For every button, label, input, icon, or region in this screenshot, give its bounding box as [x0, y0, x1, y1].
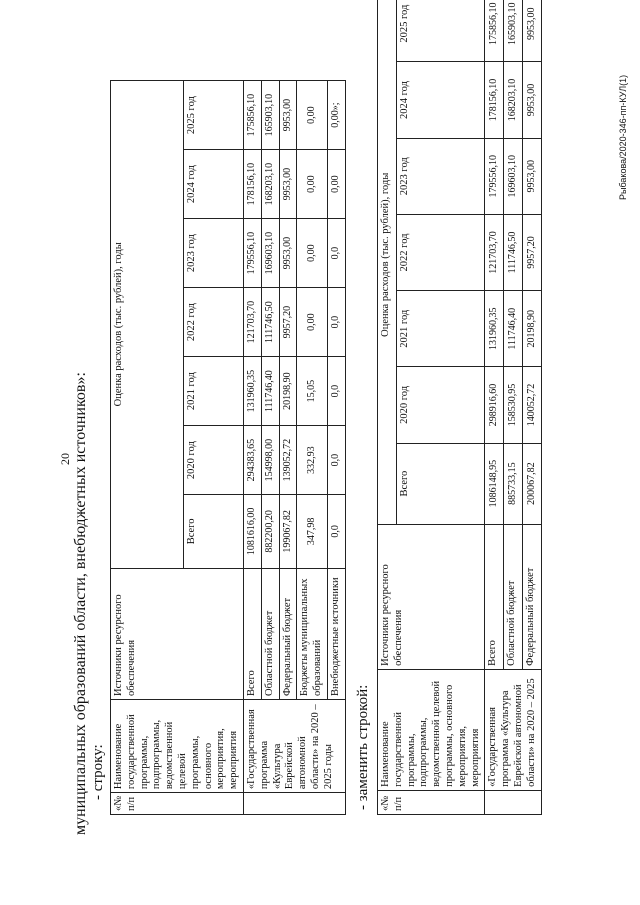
value-cell: 9957,20 — [279, 288, 297, 357]
value-cell: 168203,10 — [261, 150, 279, 219]
value-cell: 121703,70 — [243, 288, 261, 357]
header-total: Всего — [397, 443, 485, 524]
header-year: 2022 год — [183, 288, 243, 357]
value-cell: 15,05 — [297, 357, 328, 426]
value-cell: 0,0 — [327, 495, 345, 568]
value-cell: 175856,10 — [485, 0, 504, 62]
value-cell: 200067,82 — [522, 443, 541, 524]
table-header-row — [111, 81, 184, 815]
value-cell: 131960,35 — [485, 291, 504, 367]
value-cell: 9953,00 — [279, 150, 297, 219]
section-heading: муниципальных образований области, внебюджетных источников»: — [72, 372, 89, 835]
table-header-row — [378, 0, 397, 815]
value-cell: 175856,10 — [243, 81, 261, 150]
header-name: Наименование государственной программы, подпрограммы, ведомственной целевой программы, основного мероприятия, мероприятия — [378, 669, 485, 790]
value-cell: 1081616,00 — [243, 495, 261, 568]
value-cell: 20198,90 — [522, 291, 541, 367]
value-cell: 347,98 — [297, 495, 328, 568]
header-source: Источники ресурсного обеспечения — [378, 524, 485, 669]
page-number: 20 — [58, 453, 72, 465]
budget-table-replacement — [377, 0, 542, 815]
header-year: 2024 год — [183, 150, 243, 219]
value-cell: 9953,00 — [522, 0, 541, 62]
value-cell: 9953,00 — [522, 62, 541, 138]
value-cell: 9957,20 — [522, 214, 541, 290]
header-year: 2023 год — [397, 138, 485, 214]
value-cell: 885733,15 — [504, 443, 523, 524]
source-cell: Федеральный бюджет — [279, 568, 297, 699]
source-cell: Всего — [243, 568, 261, 699]
value-cell: 139052,72 — [279, 426, 297, 495]
header-num: «№ п/п — [378, 790, 485, 814]
header-estimate: Оценка расходов (тыс. рублей), годы — [378, 0, 397, 524]
value-cell: 165903,10 — [504, 0, 523, 62]
table-row — [485, 0, 504, 815]
row-number-cell — [243, 793, 345, 815]
source-cell: Федеральный бюджет — [522, 524, 541, 669]
program-name-cell: «Государственная программа «Культура Еврейской автономной области» на 2020 – 2025 — [485, 669, 541, 790]
value-cell: 165903,10 — [261, 81, 279, 150]
value-cell: 111746,50 — [504, 214, 523, 290]
header-name: Наименование государственной программы, подпрограммы, ведомственной целевой программы, основного мероприятия, мероприятия — [111, 699, 244, 792]
header-source: Источники ресурсного обеспечения — [111, 568, 244, 699]
value-cell: 0,00 — [297, 150, 328, 219]
value-cell: 0,0 — [327, 288, 345, 357]
table-row — [243, 81, 261, 815]
header-year: 2020 год — [183, 426, 243, 495]
value-cell: 9953,00 — [279, 219, 297, 288]
value-cell: 294383,65 — [243, 426, 261, 495]
label-replace: - заменить строкой: — [355, 684, 371, 810]
value-cell: 131960,35 — [243, 357, 261, 426]
value-cell: 158530,95 — [504, 367, 523, 443]
header-total: Всего — [183, 495, 243, 568]
value-cell: 882200,20 — [261, 495, 279, 568]
value-cell: 1086148,95 — [485, 443, 504, 524]
header-estimate: Оценка расходов (тыс. рублей), годы — [111, 81, 184, 569]
value-cell: 178156,10 — [485, 62, 504, 138]
value-cell: 154998,00 — [261, 426, 279, 495]
header-year: 2024 год — [397, 62, 485, 138]
value-cell: 169603,10 — [504, 138, 523, 214]
value-cell: 0,0 — [327, 357, 345, 426]
value-cell: 111746,40 — [261, 357, 279, 426]
value-cell: 0,00 — [327, 150, 345, 219]
label-row: - строку: — [90, 744, 106, 800]
value-cell: 0,00 — [297, 219, 328, 288]
source-cell: Внебюджетные источники — [327, 568, 345, 699]
value-cell: 0,0 — [327, 219, 345, 288]
value-cell: 0,0 — [327, 426, 345, 495]
budget-table-current — [110, 80, 346, 815]
value-cell: 298916,60 — [485, 367, 504, 443]
footer-code: Рыбакова/2020-346-пп-КУЛ(1) — [618, 74, 628, 200]
value-cell: 0,00 — [297, 81, 328, 150]
value-cell: 9953,00 — [279, 81, 297, 150]
value-cell: 121703,70 — [485, 214, 504, 290]
header-year: 2021 год — [397, 291, 485, 367]
source-cell: Всего — [485, 524, 504, 669]
value-cell: 168203,10 — [504, 62, 523, 138]
value-cell: 169603,10 — [261, 219, 279, 288]
header-year: 2025 год — [183, 81, 243, 150]
value-cell: 179556,10 — [243, 219, 261, 288]
source-cell: Областной бюджет — [261, 568, 279, 699]
header-year: 2025 год — [397, 0, 485, 62]
header-year: 2020 год — [397, 367, 485, 443]
value-cell: 0,00 — [297, 288, 328, 357]
value-cell: 140052,72 — [522, 367, 541, 443]
value-cell: 111746,50 — [261, 288, 279, 357]
header-num: «№ п/п — [111, 793, 244, 815]
value-cell: 9953,00 — [522, 138, 541, 214]
value-cell: 20198,90 — [279, 357, 297, 426]
program-name-cell: «Государственная программа «Культура Еврейской автономной области» на 2020 – 2025 годы — [243, 699, 345, 792]
source-cell: Бюджеты муниципальных образований — [297, 568, 328, 699]
value-cell: 199067,82 — [279, 495, 297, 568]
header-year: 2022 год — [397, 214, 485, 290]
value-cell: 111746,40 — [504, 291, 523, 367]
source-cell: Областной бюджет — [504, 524, 523, 669]
row-number-cell — [485, 790, 541, 814]
header-year: 2021 год — [183, 357, 243, 426]
header-year: 2023 год — [183, 219, 243, 288]
value-cell: 332,93 — [297, 426, 328, 495]
value-cell: 179556,10 — [485, 138, 504, 214]
value-cell: 178156,10 — [243, 150, 261, 219]
value-cell: 0,00»; — [327, 81, 345, 150]
